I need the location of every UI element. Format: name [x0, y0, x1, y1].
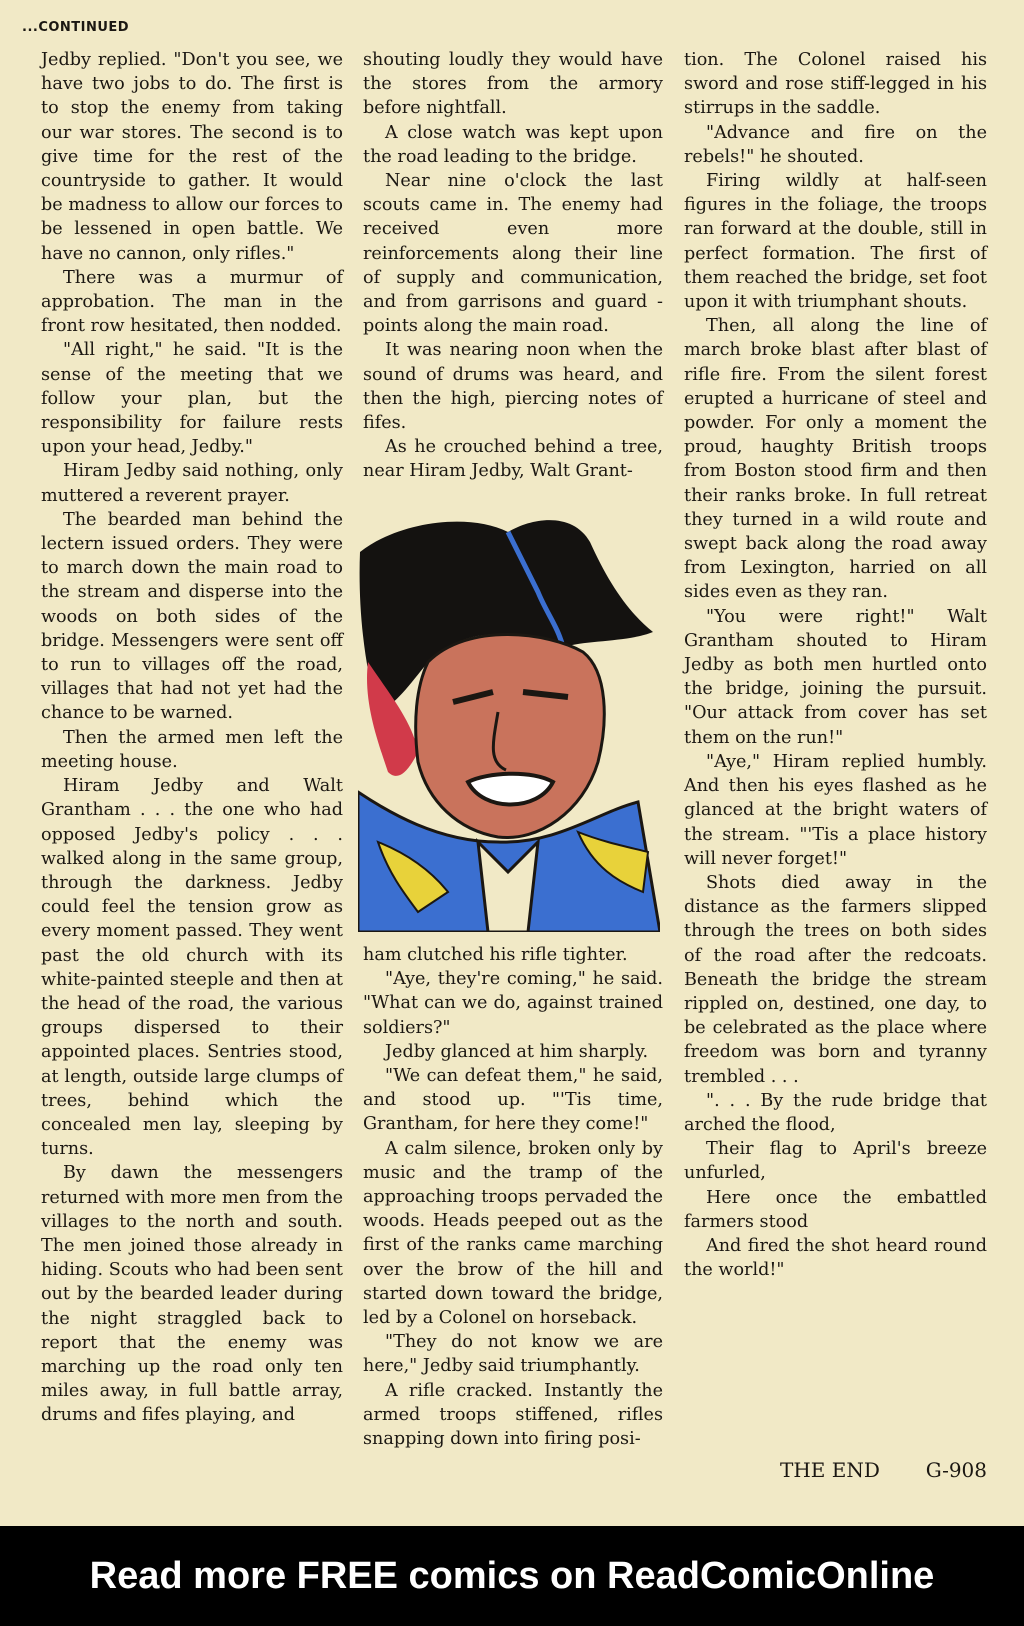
- colonial-man-illustration: [358, 512, 660, 932]
- paragraph: Hiram Jedby and Walt Grantham . . . the one who had opposed Jedby's policy . . . walked along in the same group, through the darkness. Jedby could feel the tension grow as every moment passed. They went past the old church with its white-painted steeple and then at the head of the road, the various groups dispersed to their appointed places. Sentries stood, at length, outside large clumps of trees, behind which the concealed men lay, sleeping by turns.: [41, 776, 343, 1160]
- paragraph: "Aye, they're coming," he said. "What can we do, against trained soldiers?": [363, 969, 663, 1038]
- paragraph: As he crouched behind a tree, near Hiram Jedby, Walt Grant-: [363, 437, 663, 482]
- paragraph: "Aye," Hiram replied humbly. And then his eyes flashed as he glanced at the bright waters of the stream. "'Tis a place history will never forget!": [684, 751, 987, 869]
- paragraph: "You were right!" Walt Grantham shouted to Hiram Jedby as both men hurtled onto the bridge, joining the pursuit. "Our attack from cover has set them on the run!": [684, 606, 987, 748]
- poem-line: Here once the embattled farmers stood: [684, 1187, 987, 1232]
- paragraph: Then the armed men left the meeting house.: [41, 727, 343, 772]
- paragraph: It was nearing noon when the sound of drums was heard, and then the high, piercing notes of fifes.: [363, 340, 663, 434]
- paragraph: Shots died away in the distance as the farmers slipped through the trees on both sides of the road after the redcoats. Beneath the bridge the stream rippled on, destined, one day, to be celebrated as the place where freedom was born and tyranny trembled . . .: [684, 872, 987, 1087]
- poem-line: And fired the shot heard round the world!": [684, 1235, 987, 1281]
- paragraph: Firing wildly at half-seen figures in the foliage, the troops ran forward at the double, still in perfect formation. The first of them reached the bridge, set foot upon it with triumphant shouts.: [684, 171, 987, 313]
- paragraph: ham clutched his rifle tighter.: [363, 945, 628, 965]
- paragraph: "They do not know we are here," Jedby said triumphantly.: [363, 1332, 663, 1377]
- paragraph: "All right," he said. "It is the sense of the meeting that we follow your plan, but the responsibility for failure rests upon your head, Jedby.": [41, 340, 343, 458]
- text-column-left: [41, 48, 343, 1428]
- story-code: G-908: [925, 1458, 987, 1482]
- story-end-line: [780, 1458, 987, 1482]
- paragraph: "We can defeat them," he said, and stood up. "'Tis time, Grantham, for here they come!": [363, 1066, 663, 1135]
- paragraph: By dawn the messengers returned with more men from the villages to the north and south. The men joined those already in hiding. Scouts who had been sent out by the bearded leader during the night straggled back to report that the enemy was marching up the road only ten miles away, in full battle array, drums and fifes playing, and: [41, 1163, 343, 1426]
- readcomiconline-banner[interactable]: [0, 1526, 1024, 1626]
- paragraph: tion. The Colonel raised his sword and rose stiff-legged in his stirrups in the saddle.: [684, 50, 987, 119]
- tricorn-portrait-icon: [358, 512, 660, 932]
- paragraph: There was a murmur of approbation. The man in the front row hesitated, then nodded.: [41, 267, 343, 337]
- paragraph: A close watch was kept upon the road leading to the bridge.: [363, 122, 663, 167]
- paragraph: Near nine o'clock the last scouts came in. The enemy had received even more reinforcements along their line of supply and communication, and from garrisons and guard - points along the main road.: [363, 171, 663, 337]
- text-column-right: [684, 48, 987, 1282]
- paragraph: Then, all along the line of march broke blast after blast of rifle fire. From the silent forest erupted a hurricane of steel and powder. For only a moment the proud, haughty British troops from Boston stood firm and then their ranks broke. In full retreat they turned in a wild route and swept back along the road away from Lexington, harried on all sides even as they ran.: [684, 316, 987, 603]
- poem-line: ". . . By the rude bridge that arched the flood,: [684, 1090, 987, 1135]
- the-end-label: THE END: [780, 1458, 880, 1482]
- continued-label: ...CONTINUED: [22, 20, 130, 35]
- poem-line: Their flag to April's breeze unfurled,: [684, 1139, 987, 1184]
- paragraph: "Advance and fire on the rebels!" he shouted.: [684, 122, 987, 167]
- text-column-middle-top: [363, 48, 663, 484]
- paragraph: Jedby replied. "Don't you see, we have two jobs to do. The first is to stop the enemy from taking our war stores. The second is to give time for the rest of the countryside to gather. It would be madness to allow our forces to be lessened in open battle. We have no cannon, only rifles.": [41, 50, 343, 264]
- paragraph: A calm silence, broken only by music and the tramp of the approaching troops pervaded the woods. Heads peeped out as the first of the ranks came marching over the brow of the hill and started down toward the bridge, led by a Colonel on horseback.: [363, 1138, 663, 1329]
- paragraph: A rifle cracked. Instantly the armed troops stiffened, rifles snapping down into firing posi-: [363, 1380, 663, 1450]
- paragraph: Jedby glanced at him sharply.: [385, 1041, 649, 1062]
- paragraph: shouting loudly they would have the stores from the armory before nightfall.: [363, 50, 663, 119]
- paragraph: The bearded man behind the lectern issued orders. They were to march down the main road to the stream and disperse into the woods on both sides of the bridge. Messengers were sent off to run to villages off the road, villages that had not yet had the chance to be warned.: [41, 509, 343, 724]
- paragraph: Hiram Jedby said nothing, only muttered a reverent prayer.: [41, 461, 343, 506]
- banner-text: Read more FREE comics on ReadComicOnline: [89, 1554, 935, 1597]
- text-column-middle-bottom: [363, 943, 663, 1451]
